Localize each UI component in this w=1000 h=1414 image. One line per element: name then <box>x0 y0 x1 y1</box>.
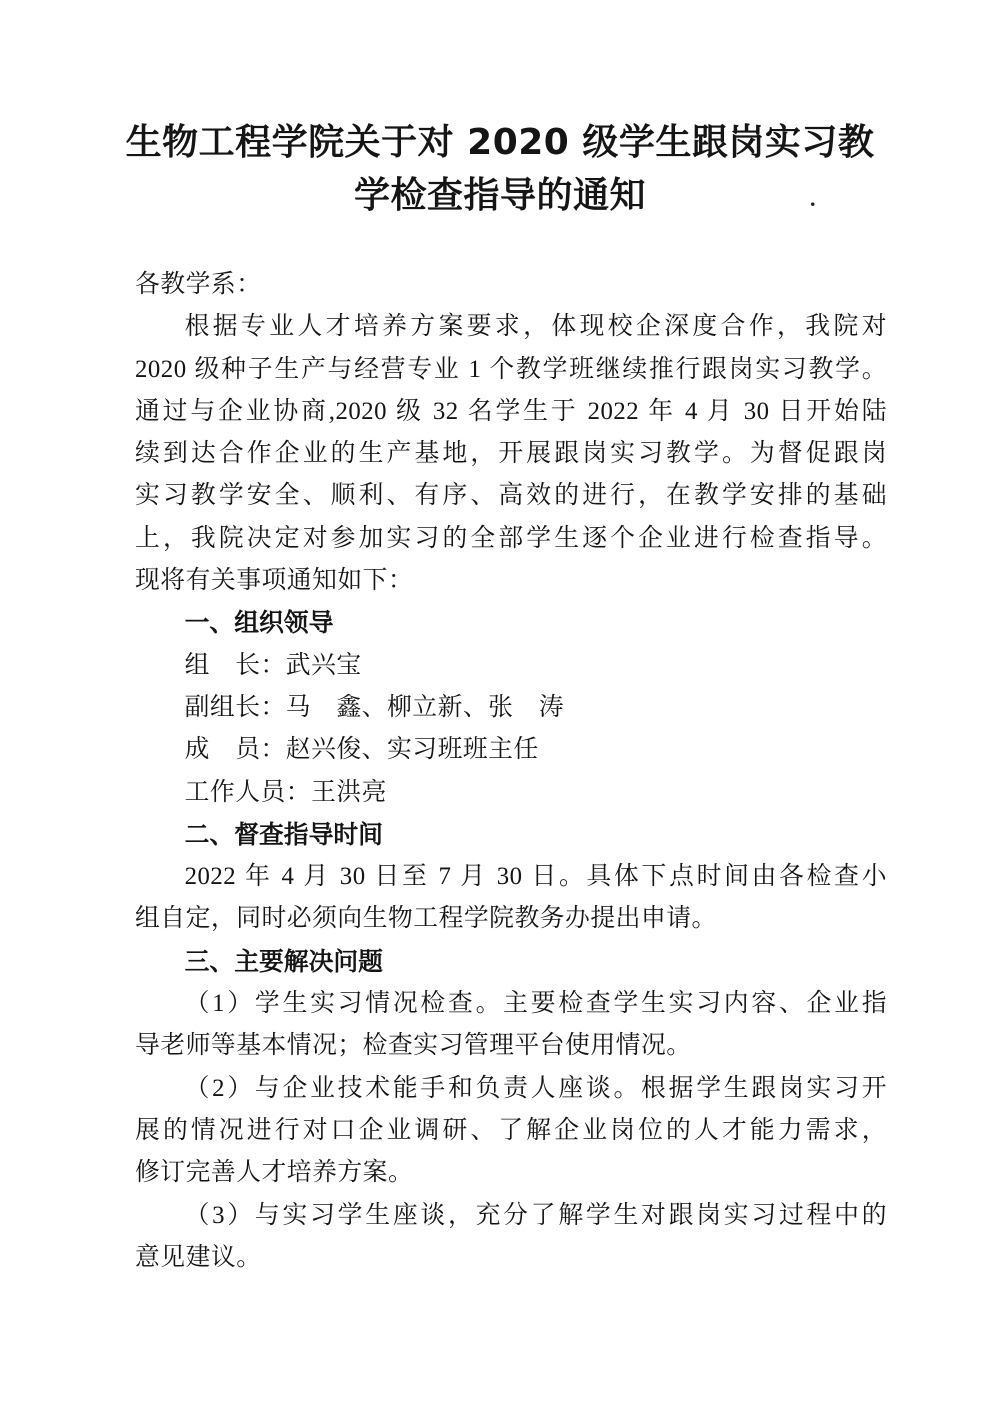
body-line: 2020 级种子生产与经营专业 1 个教学班继续推行跟岗实习教学。 <box>135 355 887 383</box>
body-line: 导老师等基本情况；检查实习管理平台使用情况。 <box>135 1032 692 1060</box>
body-line: 2022 年 4 月 30 日至 7 月 30 日。具体下点时间由各检查小 <box>184 863 887 891</box>
body-line: 上，我院决定对参加实习的全部学生逐个企业进行检查指导。 <box>135 524 887 552</box>
body-line: 现将有关事项通知如下： <box>135 567 414 595</box>
title-line-1: 生物工程学院关于对 2020 级学生跟岗实习教 <box>125 122 875 163</box>
section-heading: 三、主要解决问题 <box>184 946 383 976</box>
section-heading: 二、督查指导时间 <box>184 819 383 849</box>
body-line: 组自定，同时必须向生物工程学院教务办提出申请。 <box>135 905 717 933</box>
body-line: 修订完善人才培养方案。 <box>135 1159 414 1187</box>
body-line: （1）学生实习情况检查。主要检查学生实习内容、企业指 <box>184 990 887 1018</box>
stray-dot-mark: . <box>810 186 816 211</box>
document-title <box>0 116 1000 222</box>
body-line: 组 长：武兴宝 <box>184 651 362 679</box>
body-line: （3）与实习学生座谈，充分了解学生对跟岗实习过程中的 <box>184 1201 887 1229</box>
body-line: 成 员：赵兴俊、实习班班主任 <box>184 736 539 764</box>
body-line: 工作人员：王洪亮 <box>184 778 387 806</box>
body-line: 意见建议。 <box>135 1243 262 1271</box>
document-body <box>135 264 887 1279</box>
section-heading: 一、组织领导 <box>184 608 334 638</box>
title-line-2: 学检查指导的通知 <box>353 175 646 216</box>
body-line: 通过与企业协商,2020 级 32 名学生于 2022 年 4 月 30 日开始陆 <box>135 397 887 425</box>
body-line: 展的情况进行对口企业调研、了解企业岗位的人才能力需求， <box>135 1116 887 1144</box>
body-line: 副组长：马 鑫、柳立新、张 涛 <box>184 693 565 721</box>
body-line: 根据专业人才培养方案要求，体现校企深度合作，我院对 <box>184 313 887 341</box>
body-line: 各教学系： <box>135 271 262 298</box>
body-line: 实习教学安全、顺利、有序、高效的进行，在教学安排的基础 <box>135 482 887 510</box>
body-line: （2）与企业技术能手和负责人座谈。根据学生跟岗实习开 <box>184 1074 887 1102</box>
body-line: 续到达合作企业的生产基地，开展跟岗实习教学。为督促跟岗 <box>135 440 887 468</box>
